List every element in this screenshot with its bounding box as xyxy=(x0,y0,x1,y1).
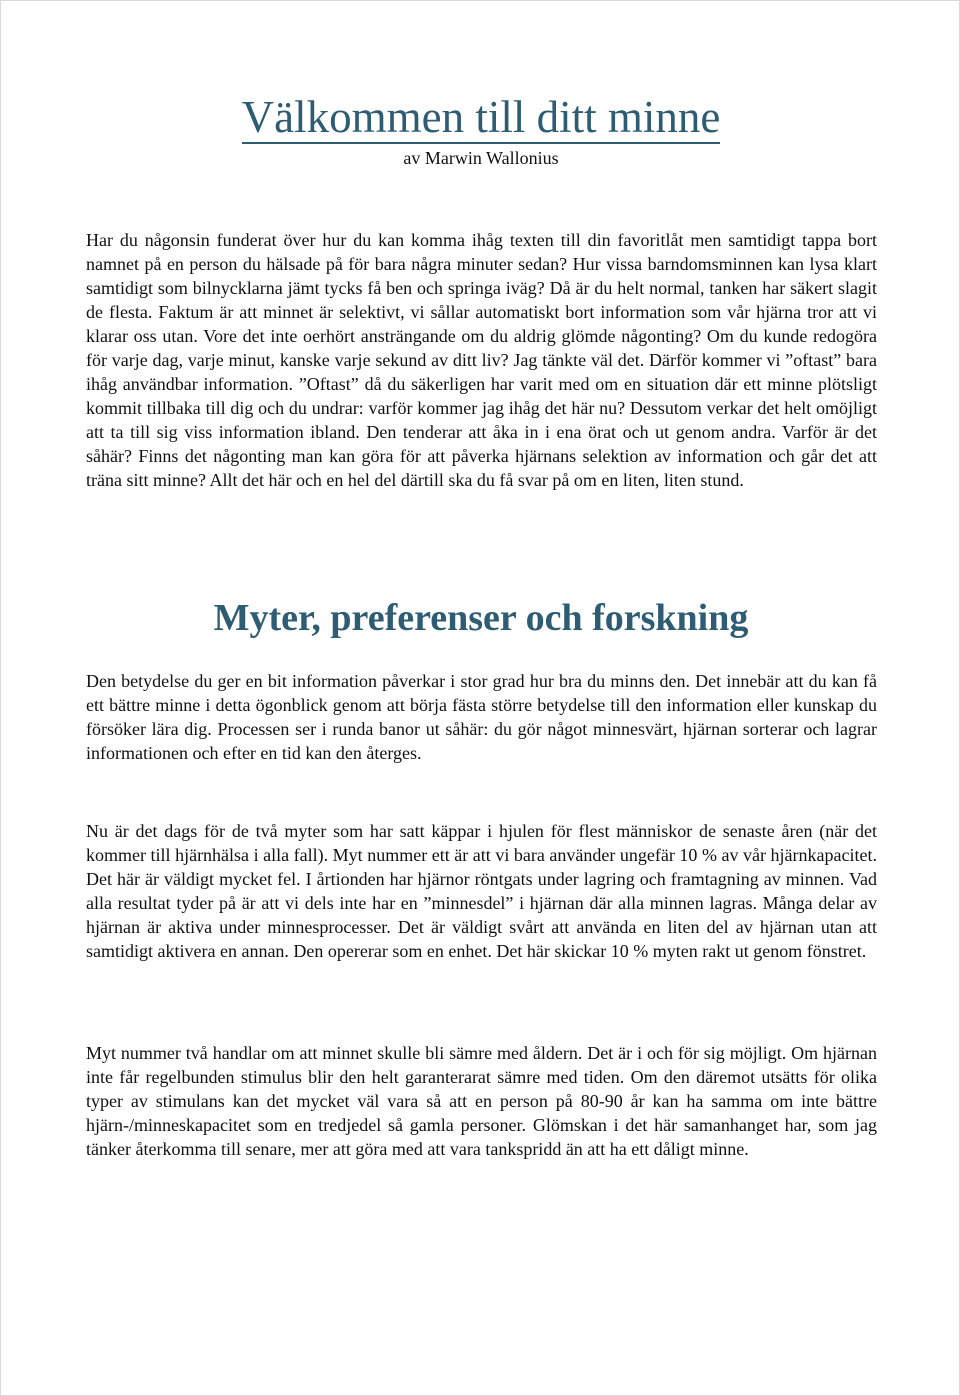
body-paragraph-3: Myt nummer två handlar om att minnet skulle bli sämre med åldern. Det är i och för sig möjligt. Om hjärnan inte får regelbunden stimulus blir den helt garanterarat sämre med tiden. Om den däremot utsätts för olika typer av stimulans kan det mycket väl vara så att en person på 80-90 år kan ha samma om inte bättre hjärn-/minneskapacitet som en tredjedel så gamla personer. Glömskan i det här samanhanget har, som jag tänker återkomma till senare, mer att göra med att vara tankspridd än att ha ett dåligt minne. xyxy=(86,1043,877,1159)
intro-paragraph: Har du någonsin funderat över hur du kan komma ihåg texten till din favoritlåt men samtidigt tappa bort namnet på en person du hälsade på för bara några minuter sedan? Hur vissa barndomsminnen kan lysa klart samtidigt som bilnycklarna jämt tycks få ben och springa iväg? Då är du helt normal, tanken har säkert slagit de flesta. Faktum är att minnet är selektivt, vi sållar automatiskt bort information som vår hjärna tror att vi klarar oss utan. Vore det inte oerhört ansträngande om du aldrig glömde någonting? Om du kunde redogöra för varje dag, varje minut, kanske varje sekund av ditt liv? Jag tänkte väl det. Därför kommer vi ”oftast” bara ihåg användbar information. ”Oftast” då du säkerligen har varit med om en situation där ett minne plötsligt kommit tillbaka till dig och du undrar: varför kommer jag ihåg det här nu? Dessutom verkar det helt omöjligt att ta till sig viss information ibland. Den tenderar att åka in i ena örat och ut genom andra. Varför är det såhär? Finns det någonting man kan göra för att påverka hjärnans selektion av information och går det att träna sitt minne? Allt det här och en hel del därtill ska du få svar på om en liten, liten stund. xyxy=(86,230,877,490)
author-byline: av Marwin Wallonius xyxy=(403,148,559,168)
section-heading: Myter, preferenser och forskning xyxy=(213,597,749,639)
document-title-text: Välkommen till ditt minne xyxy=(241,92,721,142)
body-paragraph-2: Nu är det dags för de två myter som har satt käppar i hjulen för flest människor de senaste åren (när det kommer till hjärnhälsa i alla fall). Myt nummer ett är att vi bara använder ungefär 10 % av vår hjärnkapacitet. Det här är väldigt mycket fel. I årtionden har hjärnor röntgats under lagring och framtagning av minnen. Vad alla resultat tyder på är att vi dels inte har en ”minnesdel” i hjärnan där alla minnen lagras. Många delar av hjärnan är aktiva under minnesprocesser. Det är väldigt svårt att använda en liten del av hjärnan utan att samtidigt aktivera en annan. Den opererar som en enhet. Det här skickar 10 % myten rakt ut genom fönstret. xyxy=(86,821,877,961)
document-title xyxy=(1,89,960,145)
body-paragraph-1: Den betydelse du ger en bit information påverkar i stor grad hur bra du minns den. Det innebär att du kan få ett bättre minne i detta ögonblick genom att börja fästa större betydelse till den information eller kunskap du försöker lära dig. Processen ser i runda banor ut såhär: du gör något minnesvärt, hjärnan sorterar och lagrar informationen och efter en tid kan den återges. xyxy=(86,671,877,763)
